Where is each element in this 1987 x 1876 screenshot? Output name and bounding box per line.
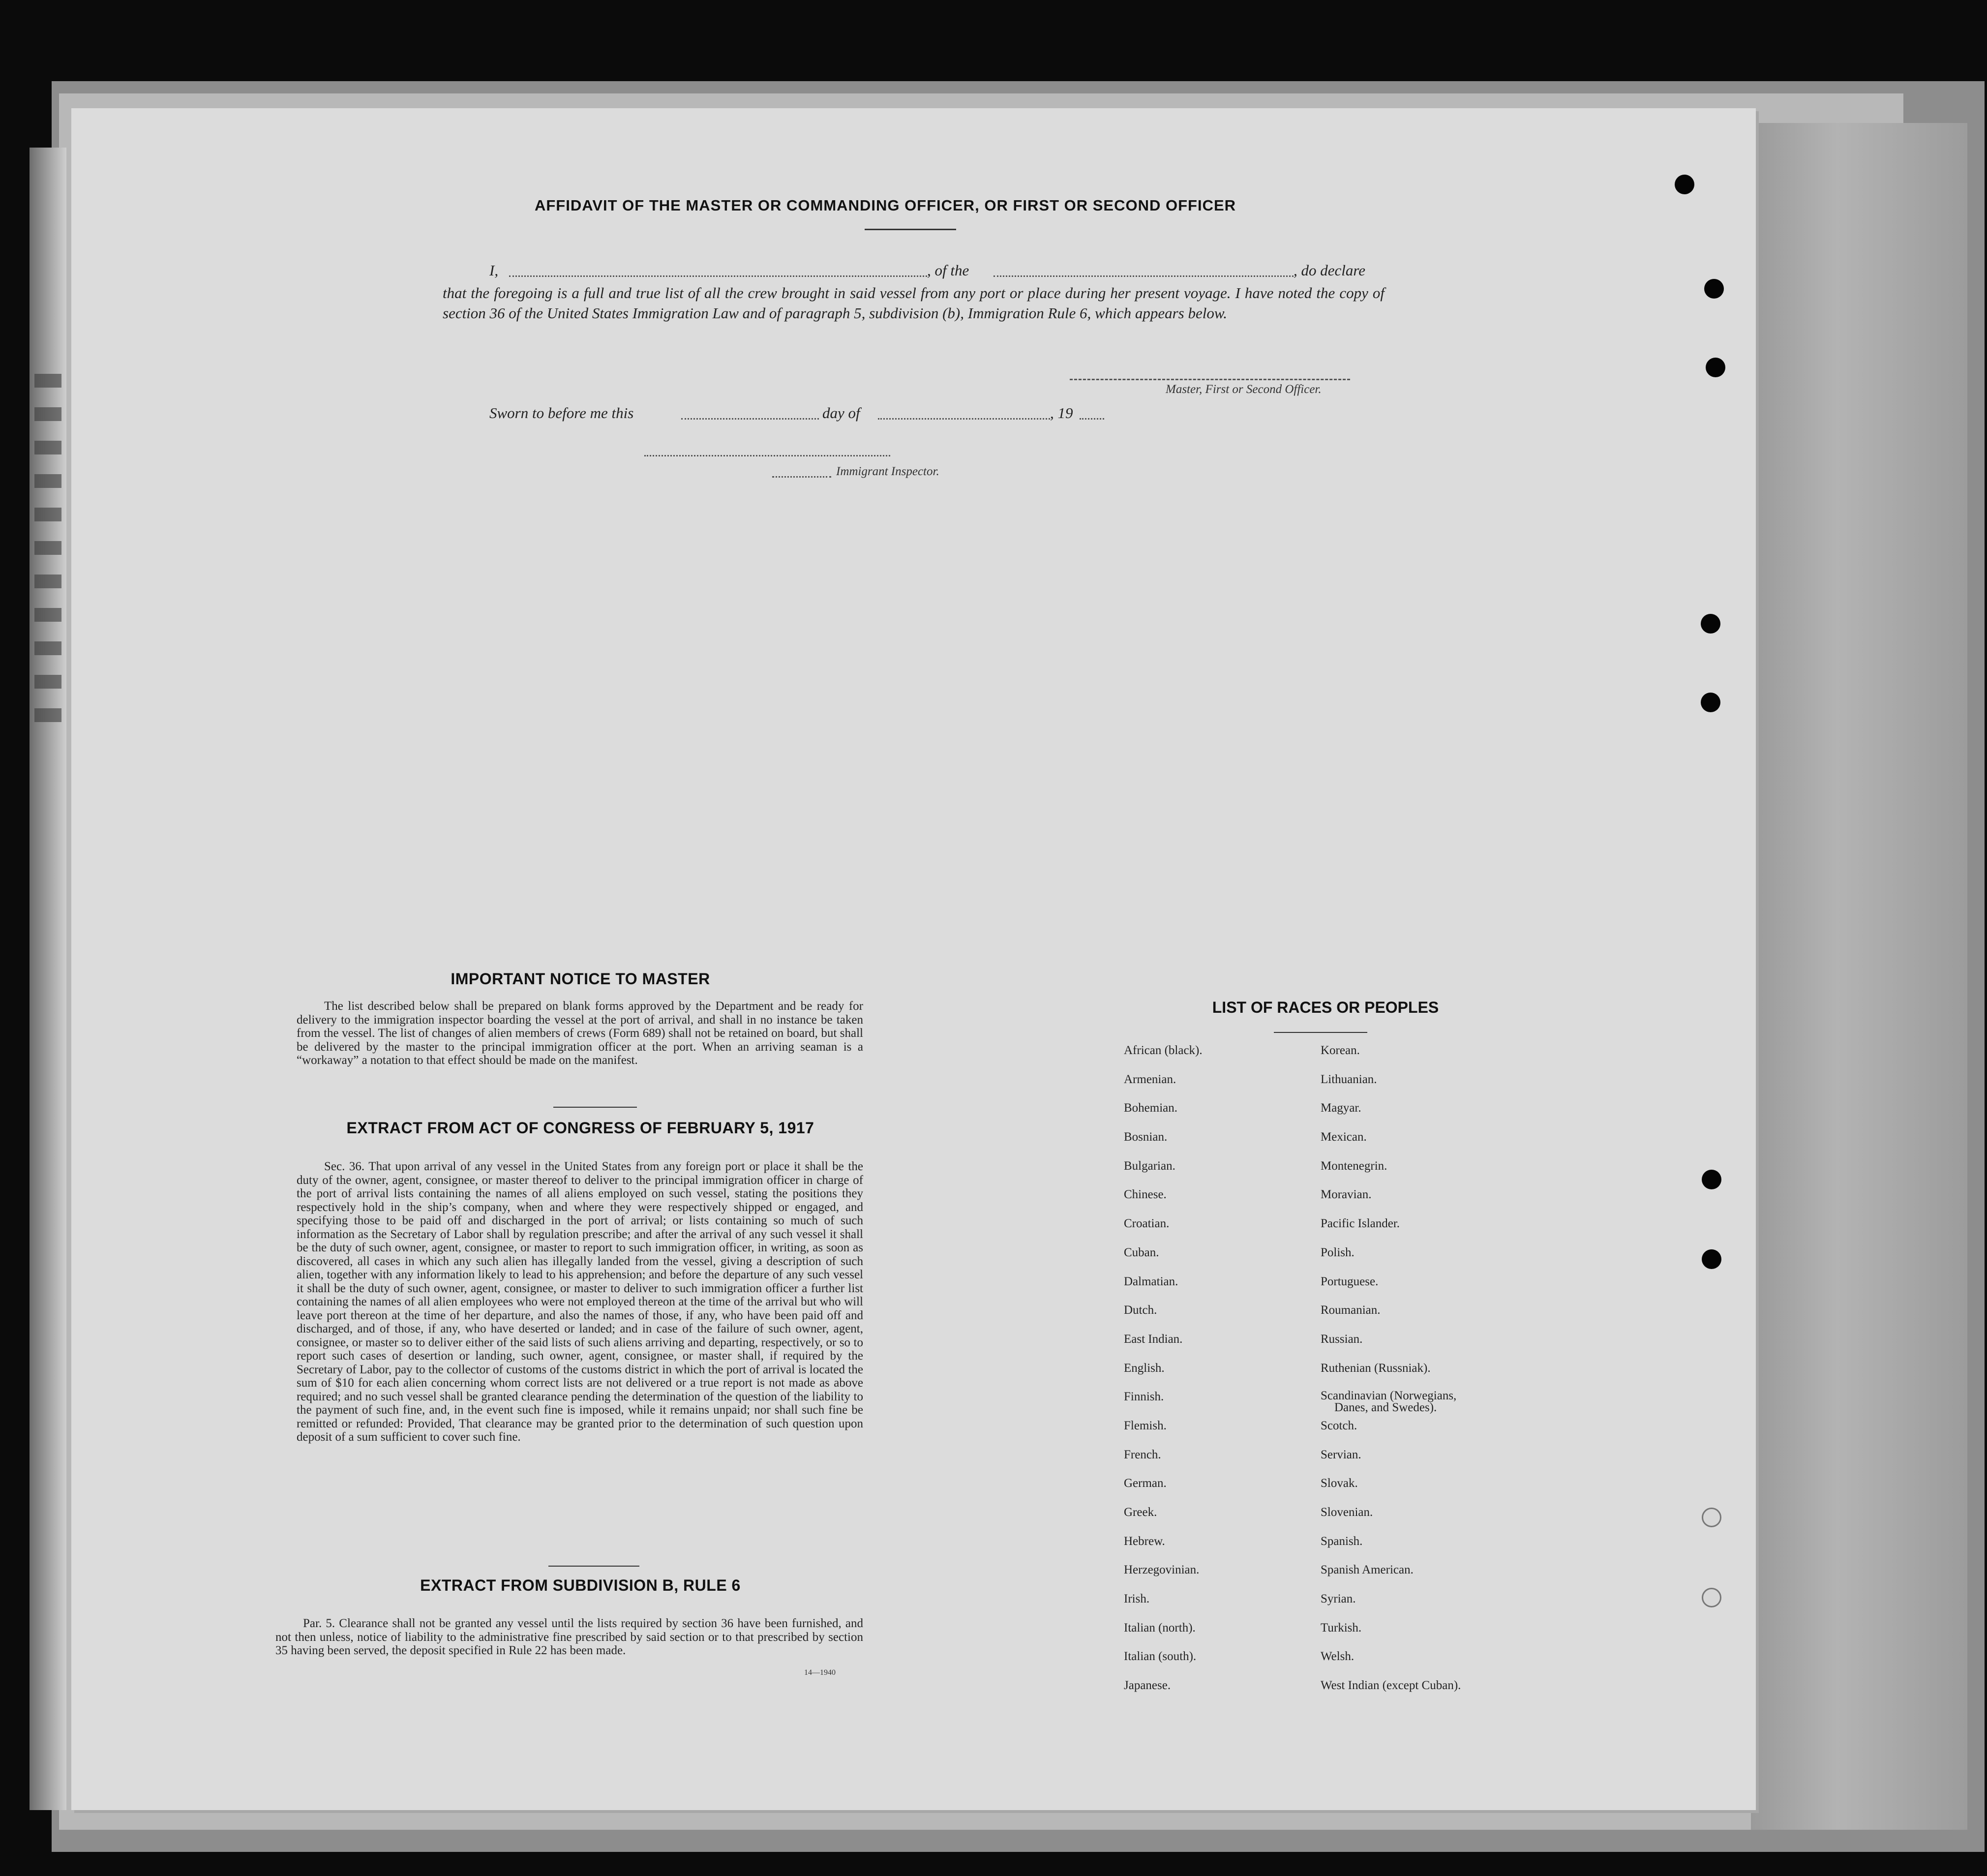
race-item: Lithuanian. [1321,1072,1377,1086]
punch-hole [1701,614,1720,634]
inspector-caption: Immigrant Inspector. [836,465,939,478]
notice-title: IMPORTANT NOTICE TO MASTER [451,970,710,988]
race-item: Syrian. [1321,1592,1356,1606]
races-left-column [1124,1044,1203,1708]
race-item: French. [1124,1448,1161,1461]
race-item: Herzegovinian. [1124,1563,1200,1577]
race-item: West Indian (except Cuban). [1321,1679,1461,1693]
inspector-caption-lead [772,476,831,478]
race-item: Hebrew. [1124,1534,1165,1548]
race-item: Scotch. [1321,1419,1357,1432]
rule-extract-text: Par. 5. Clearance shall not be granted any vessel until the lists required by section 36 have been furnished, and not then unless, notice of liability to the administrative fine prescribed by said section or to that prescribed by section 35 having been served, the deposit specified in Rule 22 has been made. [275,1617,863,1657]
race-item: Armenian. [1124,1072,1176,1086]
of-the-label: , of the [927,262,969,279]
race-item: Mexican. [1321,1130,1367,1144]
race-item: English. [1124,1361,1165,1375]
race-item: Spanish American. [1321,1563,1414,1577]
race-item: Greek. [1124,1506,1157,1519]
sworn-year-blank [1080,418,1104,420]
vessel-blank [994,275,1294,277]
race-item: Italian (north). [1124,1621,1196,1634]
inspector-signature-line [644,455,890,456]
race-item: Bosnian. [1124,1130,1168,1144]
punch-hole [1702,1249,1721,1269]
notice-rule [553,1107,637,1108]
race-item [1321,1390,1461,1419]
affidavit-paragraph: that the foregoing is a full and true list of all the crew brought in said vessel from any port or place during her present voyage. I have noted the copy of section 36 of the United States Immigration Law and of paragraph 5, subdivision (b), Immigration Rule 6, which appears below. [443,284,1385,322]
race-item: Italian (south). [1124,1650,1197,1664]
race-item-line: Danes, and Swedes). [1334,1401,1437,1415]
race-item: Roumanian. [1321,1303,1381,1317]
race-item: African (black). [1124,1044,1203,1057]
underlying-page-edge [1751,123,1967,1830]
race-item: Polish. [1321,1245,1355,1259]
race-item: Spanish. [1321,1534,1363,1548]
act-extract-text: Sec. 36. That upon arrival of any vessel in the United States from any foreign port or place it shall be the duty of the owner, agent, consignee, or master thereof to deliver to the principal immigration officer in charge of the port of arrival lists containing the names of all aliens employed on such vessel, stating the positions they respectively hold in the ship’s company, when and where they were respectively shipped or engaged, and specifying those to be paid off and discharged in the port of arrival; or lists containing so much of such information as the Secretary of Labor shall by regulation prescribe; and after the arrival of any such vessel it shall be the duty of such owner, agent, consignee, or master to report to such immigration officer, in writing, as soon as discovered, all cases in which any such alien has illegally landed from the vessel, giving a description of such alien, together with any information likely to lead to his apprehension; and before the departure of any such vessel it shall be the duty of such owner, agent, consignee, or master to deliver to such immigration officer a further list containing the names of all alien employees who were not employed thereon at the time of the arrival but who will leave port thereon at the time of her departure, and also the names of those, if any, who have been paid off and discharged, and of those, if any, who have deserted or landed; and in case of the failure of such owner, agent, consignee, or master so to deliver either of the said lists of such aliens arriving and departing, respectively, or so to report such cases of desertion or landing, such owner, agent, consignee, or master shall, if required by the Secretary of Labor, pay to the collector of customs of the customs district in which the port of arrival is located the sum of $10 for each alien concerning whom correct lists are not delivered or a true report is not made as above required; and no such vessel shall be granted clearance pending the determination of the question of the liability to the payment of such fine, and, in the event such fine is imposed, while it remains unpaid; nor shall such fine be remitted or refunded: Provided, That clearance may be granted prior to the determination of such question upon deposit of a sum sufficient to cover such fine. [297,1160,863,1444]
race-item: Croatian. [1124,1217,1170,1231]
form-page [71,108,1756,1810]
race-item: Bulgarian. [1124,1159,1175,1173]
race-item: Servian. [1321,1448,1361,1461]
punch-hole [1701,693,1720,712]
race-item: Portuguese. [1321,1274,1379,1288]
rule-extract-title: EXTRACT FROM SUBDIVISION B, RULE 6 [420,1576,741,1594]
year-label: , 19 [1050,404,1073,422]
race-item: German. [1124,1477,1167,1490]
day-of-label: day of [822,404,860,422]
sworn-month-blank [878,418,1050,420]
race-item: Japanese. [1124,1679,1171,1693]
punch-hole [1704,279,1724,299]
race-item: Chinese. [1124,1188,1167,1202]
race-item: Moravian. [1321,1188,1372,1202]
race-item: Pacific Islander. [1321,1217,1400,1231]
races-rule [1274,1032,1367,1033]
punch-hole [1675,175,1694,194]
punch-hole [1702,1588,1721,1607]
races-title: LIST OF RACES OR PEOPLES [1212,999,1439,1016]
race-item: Irish. [1124,1592,1150,1606]
act-rule [548,1566,639,1567]
race-item: Dutch. [1124,1303,1157,1317]
race-item: Cuban. [1124,1245,1159,1259]
race-item: East Indian. [1124,1332,1183,1346]
act-extract-title: EXTRACT FROM ACT OF CONGRESS OF FEBRUARY 5, 1917 [346,1119,814,1137]
punch-hole [1702,1508,1721,1527]
race-item: Welsh. [1321,1650,1355,1664]
title-rule [865,229,956,230]
form-number: 14—1940 [804,1668,836,1677]
race-item: Finnish. [1124,1390,1164,1404]
name-blank [509,275,927,277]
race-item: Korean. [1321,1044,1360,1057]
race-item: Turkish. [1321,1621,1362,1634]
races-right-column [1321,1044,1461,1708]
race-item: Montenegrin. [1321,1159,1387,1173]
race-item: Ruthenian (Russniak). [1321,1361,1431,1375]
declare-label: , do declare [1294,262,1366,279]
race-item: Flemish. [1124,1419,1167,1432]
race-item: Dalmatian. [1124,1274,1178,1288]
sworn-label: Sworn to before me this [489,404,634,422]
race-item: Slovenian. [1321,1506,1373,1519]
race-item: Russian. [1321,1332,1363,1346]
sworn-day-blank [681,418,819,420]
binding-marks [34,374,61,748]
punch-hole [1702,1170,1721,1189]
punch-hole [1706,358,1725,377]
master-caption: Master, First or Second Officer. [1166,383,1322,396]
affidavit-title: AFFIDAVIT OF THE MASTER OR COMMANDING OFFICER, OR FIRST OR SECOND OFFICER [534,197,1236,214]
i-label: I, [489,262,499,279]
race-item: Bohemian. [1124,1101,1178,1115]
race-item: Slovak. [1321,1477,1358,1490]
notice-text: The list described below shall be prepared on blank forms approved by the Department and be ready for delivery to the immigration inspector boarding the vessel at the port of arrival, and shall in no instance be taken from the vessel. The list of changes of alien members of crews (Form 689) shall not be retained on board, but shall be delivered by the master to the principal immigration officer at the port. When an arriving seaman is a “workaway” a notation to that effect should be made on the manifest. [297,999,863,1067]
race-item: Magyar. [1321,1101,1361,1115]
race-item-line: Scandinavian (Norwegians, [1321,1389,1457,1403]
master-signature-line [1070,379,1350,380]
